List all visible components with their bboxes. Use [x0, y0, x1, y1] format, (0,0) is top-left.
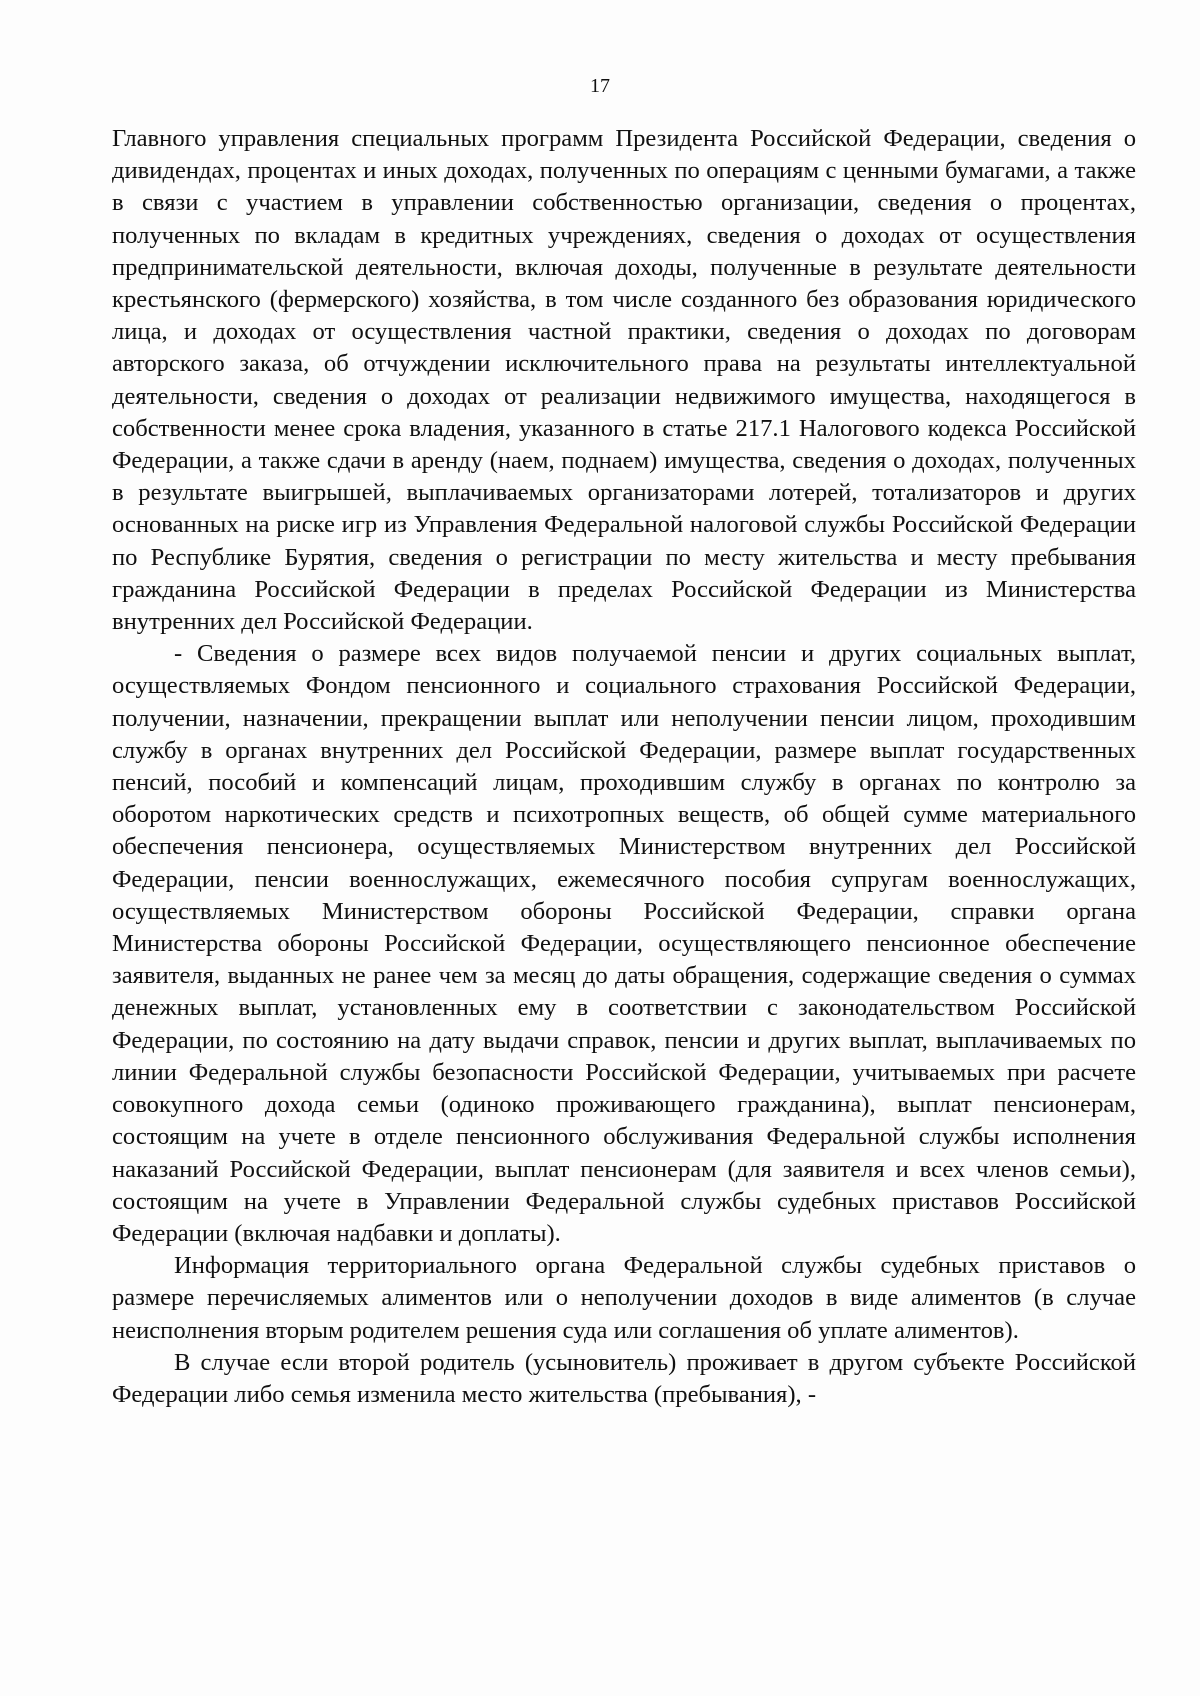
paragraph-second-parent: В случае если второй родитель (усыновитель) проживает в другом субъекте Российской Федерации либо семья изменила место жительства (пребывания), -: [112, 1348, 1136, 1408]
paragraph-pension-info: - Сведения о размере всех видов получаемой пенсии и других социальных выплат, осуществляемых Фондом пенсионного и социального страхования Российской Федерации, получении, назначении, прекращении выплат или неполучении пенсии лицом, проходившим службу в органах внутренних дел Российской Федерации, размере выплат государственных пенсий, пособий и компенсаций лицам, проходившим службу в органах по контролю за оборотом наркотических средств и психотропных веществ, об общей сумме материального обеспечения пенсионера, осуществляемых Министерством внутренних дел Российской Федерации, пенсии военнослужащих, ежемесячного пособия супругам военнослужащих, осуществляемых Министерством обороны Российской Федерации, справки органа Министерства обороны Российской Федерации, осуществляющего пенсионное обеспечение заявителя, выданных не ранее чем за месяц до даты обращения, содержащие сведения о суммах денежных выплат, установленных ему в соответствии с законодательством Российской Федерации, по состоянию на дату выдачи справок, пенсии и других выплат, выплачиваемых по линии Федеральной службы безопасности Российской Федерации, учитываемых при расчете совокупного дохода семьи (одиноко проживающего гражданина), выплат пенсионерам, состоящим на учете в отделе пенсионного обслуживания Федеральной службы исполнения наказаний Российской Федерации, выплат пенсионерам (для заявителя и всех членов семьи), состоящим на учете в Управлении Федеральной службы судебных приставов Российской Федерации (включая надбавки и доплаты).: [112, 640, 1136, 1247]
page-number: 17: [590, 75, 610, 97]
paragraph-income-sources: Главного управления специальных программ Президента Российской Федерации, сведения о дивидендах, процентах и иных доходах, полученных по операциям с ценными бумагами, а также в связи с участием в управлении собственностью организации, сведения о процентах, полученных по вкладам в кредитных учреждениях, сведения о доходах от осуществления предпринимательской деятельности, включая доходы, полученные в результате деятельности крестьянского (фермерского) хозяйства, в том числе созданного без образования юридического лица, и доходах от осуществления частной практики, сведения о доходах по договорам авторского заказа, об отчуждении исключительного права на результаты интеллектуальной деятельности, сведения о доходах от реализации недвижимого имущества, находящегося в собственности менее срока владения, указанного в статье 217.1 Налогового кодекса Российской Федерации, а также сдачи в аренду (наем, поднаем) имущества, сведения о доходах, полученных в результате выигрышей, выплачиваемых организаторами лотерей, тотализаторов и других основанных на риске игр из Управления Федеральной налоговой службы Российской Федерации по Республике Бурятия, сведения о регистрации по месту жительства и месту пребывания гражданина Российской Федерации в пределах Российской Федерации из Министерства внутренних дел Российской Федерации.: [112, 125, 1136, 636]
document-body: [112, 123, 1136, 1411]
paragraph-alimony-info: Информация территориального органа Федеральной службы судебных приставов о размере перечисляемых алиментов или о неполучении доходов в виде алиментов (в случае неисполнения вторым родителем решения суда или соглашения об уплате алиментов).: [112, 1252, 1136, 1344]
